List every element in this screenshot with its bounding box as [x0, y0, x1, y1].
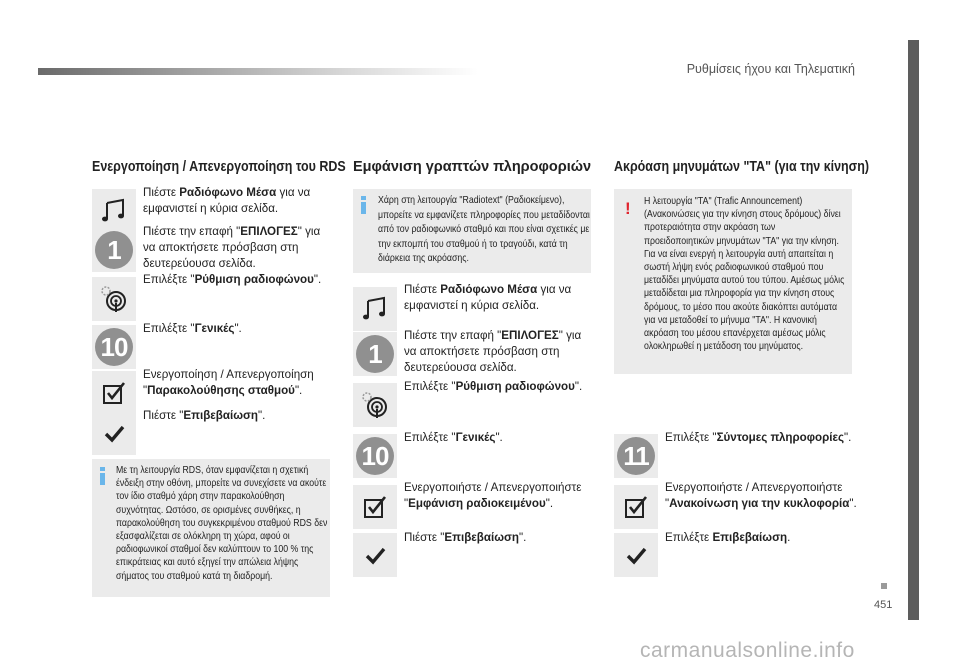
radiotext-section-title: Εμφάνιση γραπτών πληροφοριών: [353, 159, 592, 175]
col1-step-general: Επιλέξτε "Γενικές".: [143, 322, 242, 335]
ta-warning-note: [614, 189, 852, 374]
page-header-title: Ρυθμίσεις ήχου και Τηλεματική: [686, 62, 855, 76]
info-icon: [98, 467, 108, 487]
music-note-icon: [353, 287, 397, 331]
side-tab-strip: [908, 40, 919, 620]
col1-step-radio-settings: Επιλέξτε "Ρύθμιση ραδιοφώνου".: [143, 273, 322, 286]
col1-step-follow-station: Ενεργοποίηση / Απενεργοποίηση "Παρακολούθησης σταθμού".: [143, 368, 314, 397]
step-badge-1: 1: [353, 332, 397, 376]
col3-step-traffic-toggle: Ενεργοποιήστε / Απενεργοποιήστε "Ανακοίνωση για την κυκλοφορία".: [665, 481, 857, 510]
music-note-icon: [92, 189, 136, 233]
col1-step-options: Πιέστε την επαφή "ΕΠΙΛΟΓΕΣ" για να αποκτήσετε πρόσβαση στη δευτερεύουσα σελίδα.: [143, 225, 321, 270]
col3-step-confirm: Επιλέξτε Επιβεβαίωση.: [665, 531, 791, 544]
col2-step-confirm: Πιέστε "Επιβεβαίωση".: [404, 531, 527, 544]
radiotext-info-text: Χάρη στη λειτουργία "Radiotext" (Ραδιοκείμενο), μπορείτε να εμφανίζετε πληροφορίες που μεταδίδονται από τον ραδιοφωνικό σταθμό και που είναι σχετικές με την εκπομπή του σταθμού ή το τραγούδι, κατά τη διάρκεια της ακρόασης.: [378, 195, 590, 264]
ta-warning-text: Η λειτουργία "TA" (Trafic Announcement) (Ανακοινώσεις για την κίνηση στους δρόμους) δίνει προτεραιότητα στην ακρόαση των προειδοποιητικών μηνυμάτων "TA" για την κίνηση. Για να είναι ενεργή η λειτουργία αυτή απαιτείται η σωστή λήψη ενός ραδιοφωνικού σταθμού που μεταδίδει μηνύματα αυτού του τύπου. Αμέσως μόλις μεταδίδεται μια πληροφορία για την κίνηση στους δρόμους, το μέσο που ακούτε διακόπτει αυτόματα για να μεταδοθεί το μήνυμα "TA". Η κανονική ακρόαση του μέσου επανέρχεται αμέσως μόλις ολοκληρωθεί η μετάδοση του μηνύματος.: [644, 196, 845, 353]
step-badge-10: 10: [353, 434, 397, 478]
radio-settings-icon: [353, 383, 397, 427]
checkbox-tick-icon: [353, 485, 397, 529]
exclamation-icon: !: [625, 199, 631, 218]
col2-step-general: Επιλέξτε "Γενικές".: [404, 431, 503, 444]
step-badge-11: 11: [614, 434, 658, 478]
ta-section-title: Ακρόαση μηνυμάτων "TA" (για την κίνηση): [614, 159, 869, 175]
step-badge-1: 1: [92, 228, 136, 272]
col2-step-radio-media: Πιέστε Ραδιόφωνο Μέσα για να εμφανιστεί η κύρια σελίδα.: [404, 283, 572, 312]
checkmark-icon: [614, 533, 658, 577]
rds-section-title: Ενεργοποίηση / Απενεργοποίηση του RDS: [92, 159, 346, 175]
watermark: carmanualsonline.info: [640, 639, 855, 662]
rds-info-text: Με τη λειτουργία RDS, όταν εμφανίζεται η σχετική ένδειξη στην οθόνη, μπορείτε να συνεχίσετε να ακούτε τον ίδιο σταθμό χάρη στην παρακολούθηση συχνότητας. Ωστόσο, σε ορισμένες συνθήκες, η παρακολούθηση του συγκεκριμένου σταθμού RDS δεν εξασφαλίζεται σε ολόκληρη τη χώρα, αφού οι ραδιοφωνικοί σταθμοί δεν καλύπτουν το 100 % της επικράτειας και αυτό εξηγεί την απώλεια λήψης σήματος του σταθμού κατά τη διαδρομή.: [116, 465, 328, 582]
radiotext-info-note: [353, 189, 591, 273]
col3-step-short-info: Επιλέξτε "Σύντομες πληροφορίες".: [665, 431, 852, 444]
col1-step-confirm: Πιέστε "Επιβεβαίωση".: [143, 409, 266, 422]
step-badge-10: 10: [92, 325, 136, 369]
checkbox-tick-icon: [92, 371, 136, 415]
col2-step-radiotext-toggle: Ενεργοποιήστε / Απενεργοποιήστε "Εμφάνιση ραδιοκειμένου".: [404, 481, 582, 510]
checkbox-tick-icon: [614, 485, 658, 529]
col2-step-radio-settings: Επιλέξτε "Ρύθμιση ραδιοφώνου".: [404, 380, 583, 393]
checkmark-icon: [92, 411, 136, 455]
page-number: 451: [874, 599, 893, 611]
rds-info-note: [92, 459, 330, 597]
header-gradient-bar: [38, 68, 478, 75]
radio-settings-icon: [92, 277, 136, 321]
info-icon: [359, 196, 369, 216]
col1-step-radio-media: Πιέστε Ραδιόφωνο Μέσα για να εμφανιστεί η κύρια σελίδα.: [143, 186, 311, 215]
col2-step-options: Πιέστε την επαφή "ΕΠΙΛΟΓΕΣ" για να αποκτήσετε πρόσβαση στη δευτερεύουσα σελίδα.: [404, 329, 582, 374]
checkmark-icon: [353, 533, 397, 577]
page-marker: [881, 583, 887, 589]
